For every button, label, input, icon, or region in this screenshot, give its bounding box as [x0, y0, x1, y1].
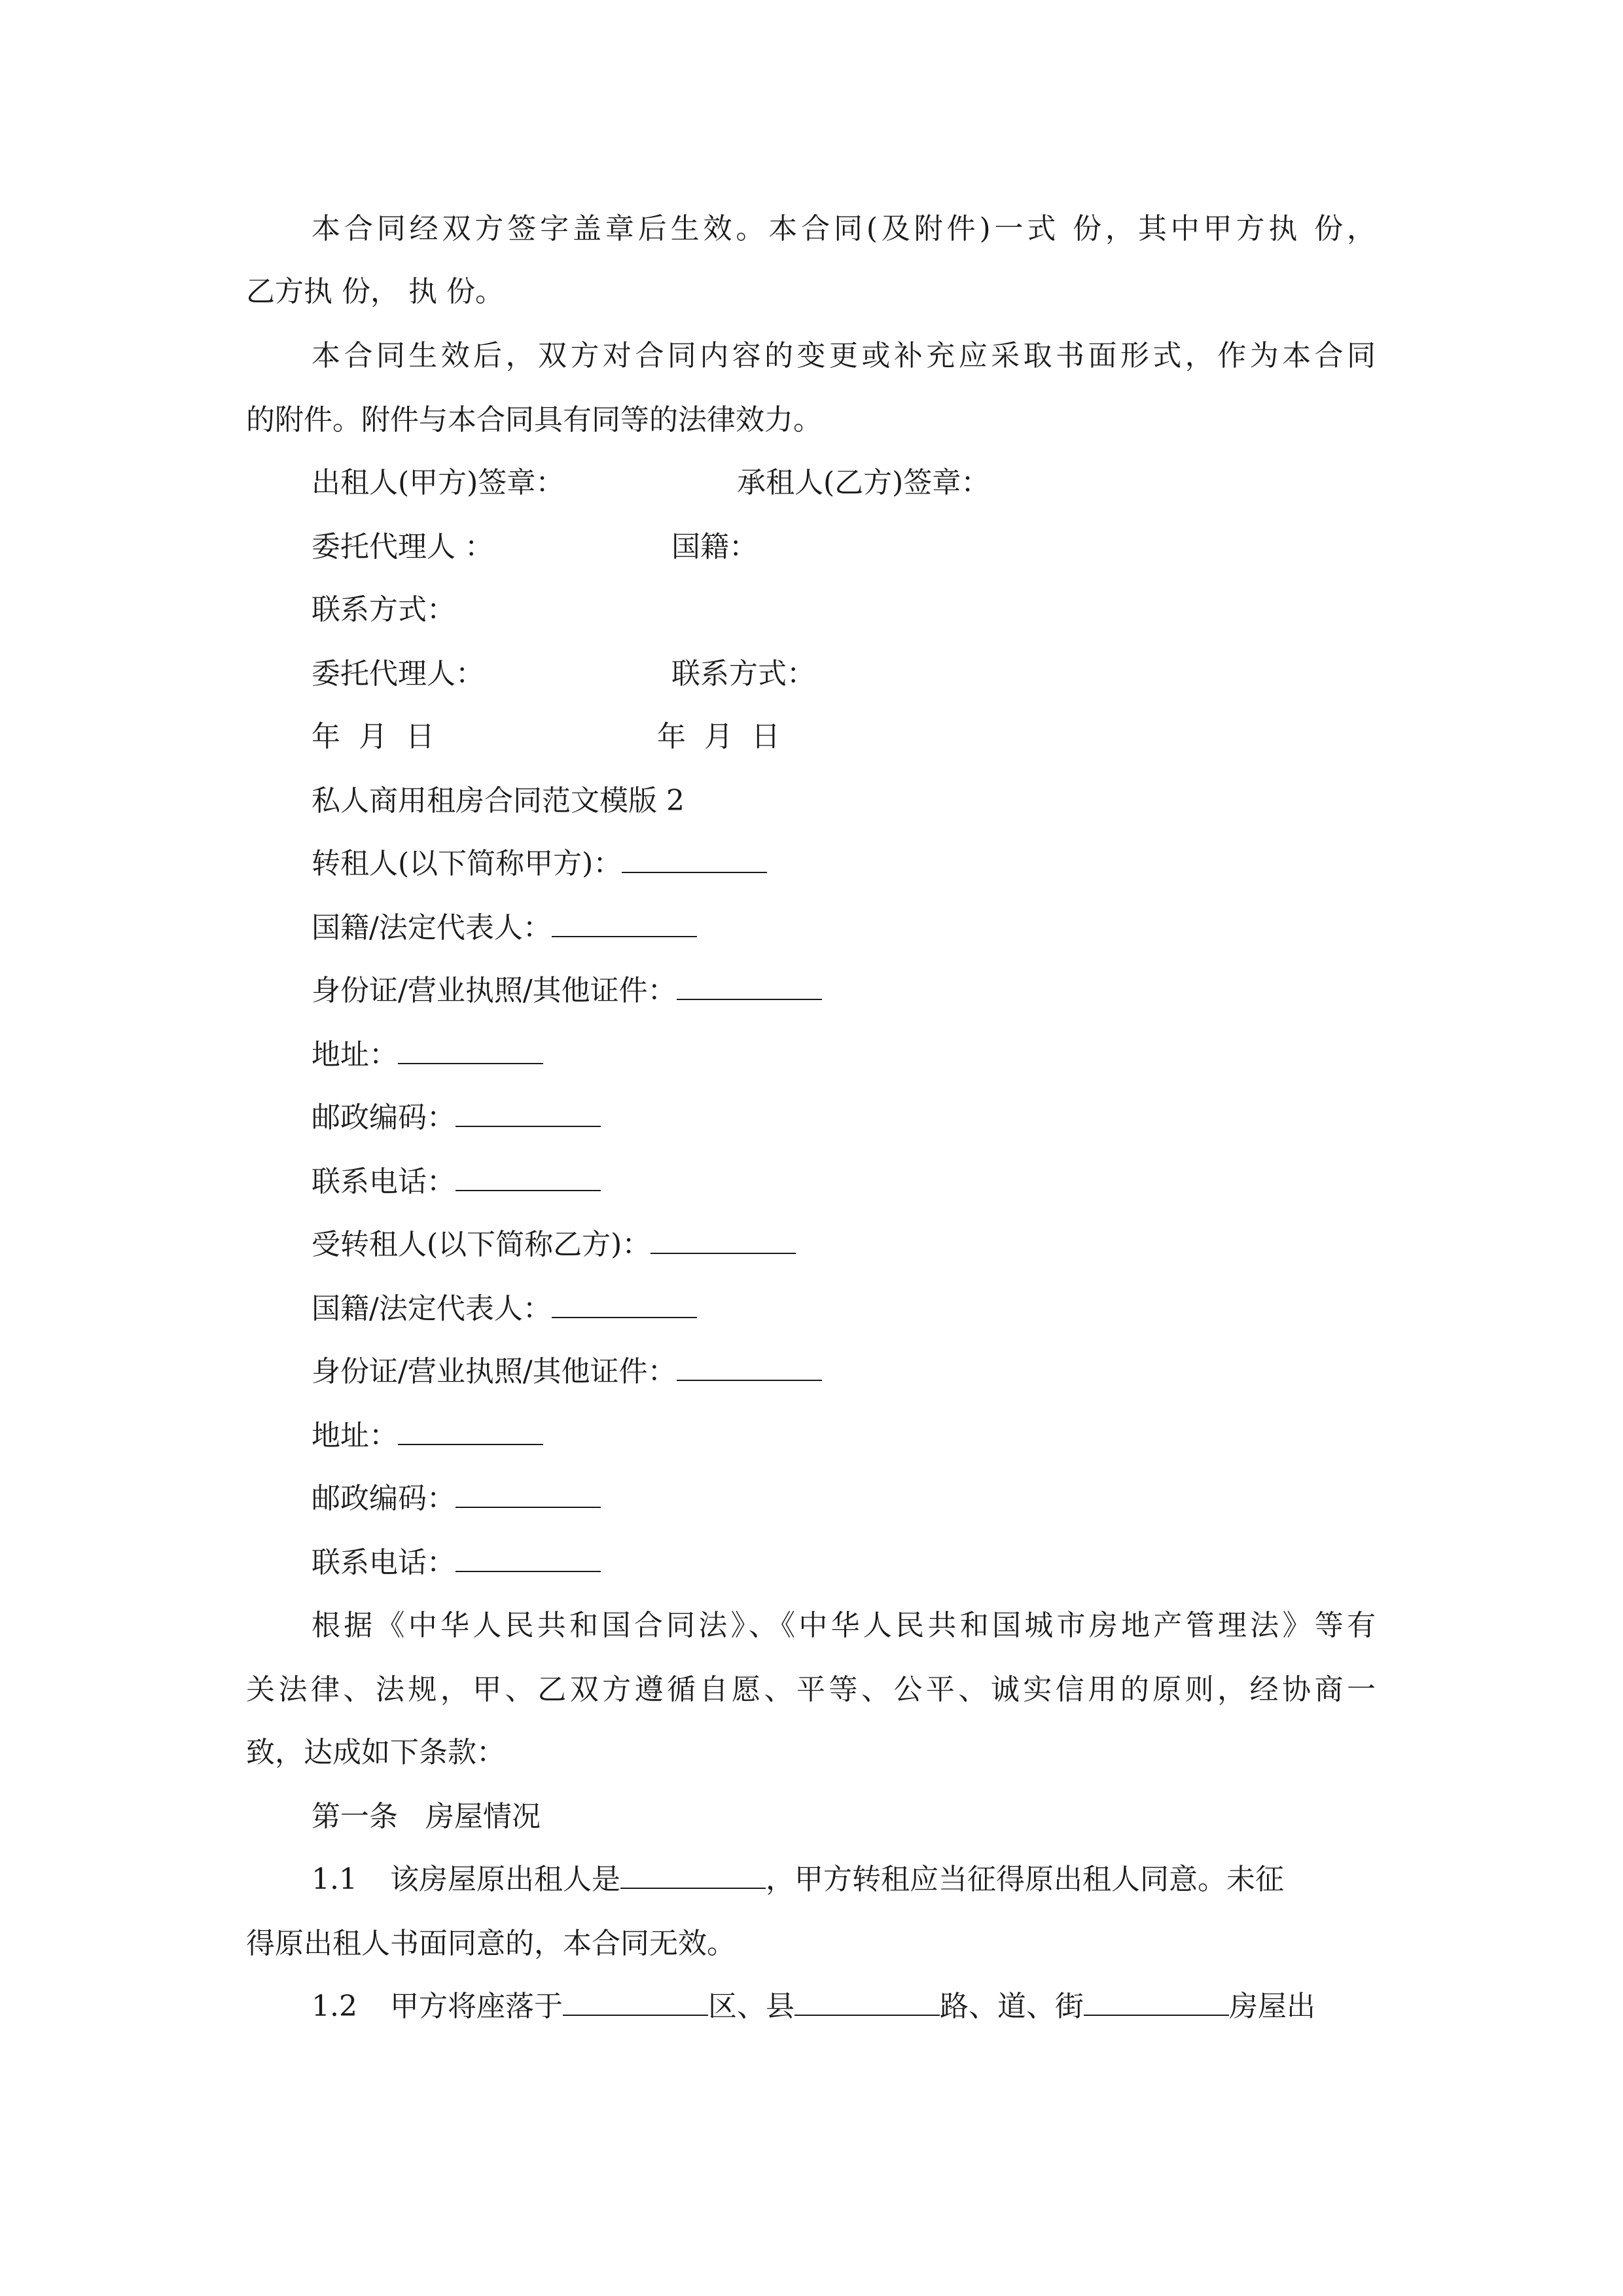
original-lessor-blank[interactable]: [620, 1861, 766, 1889]
clause-1-1-text-a: 该房屋原出租人是: [389, 1863, 620, 1896]
contact-label-1: 联系方式：: [312, 593, 455, 626]
paragraph-effect-line1: 本合同经双方签字盖章后生效。本合同(及附件)一式 份，其中甲方执 份，: [312, 212, 1376, 245]
clause-1-2-number: 1.2: [312, 1990, 357, 2023]
party-b-id-row: [312, 1352, 822, 1391]
intro-line1: 根据《中华人民共和国合同法》、《中华人民共和国城市房地产管理法》等有: [312, 1609, 1376, 1642]
district-blank[interactable]: [563, 1988, 708, 2016]
party-a-name-label: 转租人(以下简称甲方)：: [312, 847, 622, 880]
paragraph-amend-line2: 的附件。附件与本合同具有同等的法律效力。: [246, 403, 822, 437]
clause-1-2-row: [312, 1987, 1376, 2026]
agent-label-1: 委托代理人 ：: [312, 530, 493, 564]
contact-label-2: 联系方式：: [671, 657, 815, 691]
party-a-phone-label: 联系电话：: [312, 1165, 455, 1198]
lessor-signature-label: 出租人(甲方)签章：: [312, 466, 565, 499]
party-b-id-blank[interactable]: [677, 1354, 822, 1381]
party-b-name-label: 受转租人(以下简称乙方)：: [312, 1228, 651, 1261]
party-a-phone-row: [312, 1162, 601, 1202]
party-a-rep-blank[interactable]: [552, 910, 697, 937]
intro-line3: 致，达成如下条款：: [246, 1736, 505, 1769]
clause-1-1-number: 1.1: [312, 1863, 357, 1896]
party-a-address-blank[interactable]: [398, 1037, 543, 1064]
party-b-rep-blank[interactable]: [552, 1291, 697, 1318]
article-1-heading: 第一条 房屋情况: [312, 1800, 541, 1833]
paragraph-amend-line1: 本合同生效后，双方对合同内容的变更或补充应采取书面形式，作为本合同: [312, 339, 1376, 372]
agent-label-2: 委托代理人：: [312, 657, 484, 691]
clause-1-1-row: [312, 1860, 1376, 1899]
street-number-blank[interactable]: [1084, 1988, 1229, 2016]
paragraph-effect-line2: 乙方执 份， 执 份。: [246, 275, 504, 308]
party-b-phone-label: 联系电话：: [312, 1546, 455, 1579]
clause-1-2-text-a: 甲方将座落于: [389, 1990, 563, 2023]
party-a-address-label: 地址：: [312, 1038, 398, 1071]
party-a-id-label: 身份证/营业执照/其他证件：: [312, 974, 677, 1007]
party-b-name-blank[interactable]: [651, 1227, 796, 1254]
intro-line2: 关法律、法规，甲、乙双方遵循自愿、平等、公平、诚实信用的原则，经协商一: [246, 1673, 1376, 1706]
clause-1-1-text-b: ，甲方转租应当征得原出租人同意。未征: [765, 1863, 1284, 1896]
party-a-id-blank[interactable]: [677, 973, 822, 1000]
lessee-signature-label: 承租人(乙方)签章：: [737, 466, 990, 499]
party-a-rep-label: 国籍/法定代表人：: [312, 911, 552, 944]
party-b-rep-row: [312, 1289, 697, 1329]
party-b-postcode-row: [312, 1479, 601, 1518]
party-b-name-row: [312, 1225, 796, 1265]
party-b-address-blank[interactable]: [398, 1418, 543, 1445]
party-a-postcode-blank[interactable]: [455, 1100, 601, 1127]
party-a-postcode-label: 邮政编码：: [312, 1101, 455, 1134]
party-b-address-label: 地址：: [312, 1419, 398, 1452]
party-a-name-row: [312, 844, 767, 884]
party-b-rep-label: 国籍/法定代表人：: [312, 1292, 552, 1325]
date-left: 年 月 日: [312, 720, 435, 753]
party-b-postcode-blank[interactable]: [455, 1480, 601, 1508]
party-b-postcode-label: 邮政编码：: [312, 1482, 455, 1515]
road-blank[interactable]: [794, 1988, 940, 2016]
party-b-id-label: 身份证/营业执照/其他证件：: [312, 1355, 677, 1388]
date-right: 年 月 日: [657, 720, 780, 753]
clause-1-2-text-c: 路、道、街: [939, 1990, 1084, 2023]
clause-1-2-text-b: 区、县: [707, 1990, 794, 2023]
party-a-name-blank[interactable]: [622, 846, 767, 873]
clause-1-2-text-d: 房屋出: [1228, 1990, 1315, 2023]
template-title: 私人商用租房合同范文模版 2: [312, 784, 685, 817]
party-b-address-row: [312, 1416, 543, 1456]
party-a-rep-row: [312, 908, 697, 948]
party-a-id-row: [312, 971, 822, 1011]
party-a-phone-blank[interactable]: [455, 1164, 601, 1191]
party-a-address-row: [312, 1035, 543, 1075]
nationality-label: 国籍：: [671, 530, 758, 564]
clause-1-1-line2: 得原出租人书面同意的，本合同无效。: [246, 1927, 736, 1960]
party-a-postcode-row: [312, 1098, 601, 1138]
party-b-phone-blank[interactable]: [455, 1545, 601, 1572]
party-b-phone-row: [312, 1543, 601, 1583]
